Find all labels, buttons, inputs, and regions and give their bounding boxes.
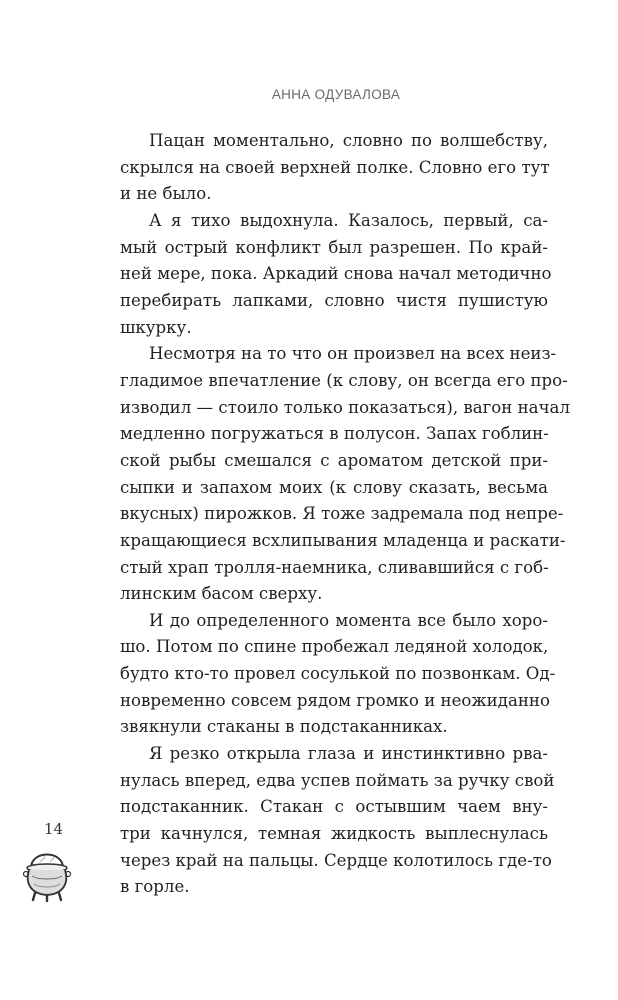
text-line: сыпки и запахом моих (к слову сказать, весьма [120, 477, 548, 497]
body-text [120, 128, 570, 901]
text-line: кращающиеся всхлипывания младенца и раскати- [120, 530, 566, 550]
text-line: стый храп тролля-наемника, сливавшийся с гоб- [120, 557, 549, 577]
text-line: медленно погружаться в полусон. Запах гоблин- [120, 424, 549, 444]
text-line: подстаканник. Стакан с остывшим чаем вну- [120, 797, 548, 817]
text-line: ней мере, пока. Аркадий снова начал методично [120, 264, 552, 284]
text-line: будто кто-то провел сосулькой по позвонкам. Од- [120, 664, 556, 684]
text-line: шо. Потом по спине пробежал ледяной холодок, [120, 637, 549, 657]
text-line: три качнулся, темная жидкость выплеснулась [120, 824, 548, 844]
text-line: Несмотря на то что он произвел на всех неиз- [149, 344, 557, 364]
text-line: гладимое впечатление (к слову, он всегда его про- [120, 370, 568, 390]
text-line: Я резко открыла глаза и инстинктивно рва- [149, 744, 548, 764]
paragraph [120, 741, 555, 901]
text-line: И до определенного момента все было хоро- [149, 610, 548, 630]
text-line: изводил — стоило только показаться), вагон начал [120, 397, 570, 417]
paragraph [120, 128, 548, 208]
text-line: мый острый конфликт был разрешен. По край- [120, 237, 548, 257]
text-line: линским басом сверху. [120, 584, 323, 604]
text-line: через край на пальцы. Сердце колотилось где-то [120, 850, 552, 870]
text-line: Пацан моментально, словно по волшебству, [149, 131, 548, 150]
paragraph [120, 208, 552, 341]
text-line: скрылся на своей верхней полке. Словно его тут [120, 157, 550, 177]
text-line: вкусных) пирожков. Я тоже задремала под непре- [120, 504, 564, 524]
text-line: новременно совсем рядом громко и неожиданно [120, 690, 550, 710]
text-line: ской рыбы смешался с ароматом детской при- [120, 450, 548, 470]
text-line: перебирать лапками, словно чистя пушистую [120, 290, 548, 310]
cauldron-icon [22, 846, 72, 904]
text-line: шкурку. [120, 317, 192, 337]
running-header-author: АННА ОДУВАЛОВА [271, 87, 401, 102]
text-line: в горле. [120, 877, 190, 897]
paragraph [120, 341, 570, 608]
text-line: и не было. [120, 184, 212, 204]
text-line: нулась вперед, едва успев поймать за ручку свой [120, 770, 555, 790]
text-line: звякнули стаканы в подстаканниках. [120, 717, 448, 737]
paragraph [120, 608, 556, 741]
text-line: А я тихо выдохнула. Казалось, первый, са- [149, 210, 548, 230]
page-number: 14 [44, 820, 64, 838]
